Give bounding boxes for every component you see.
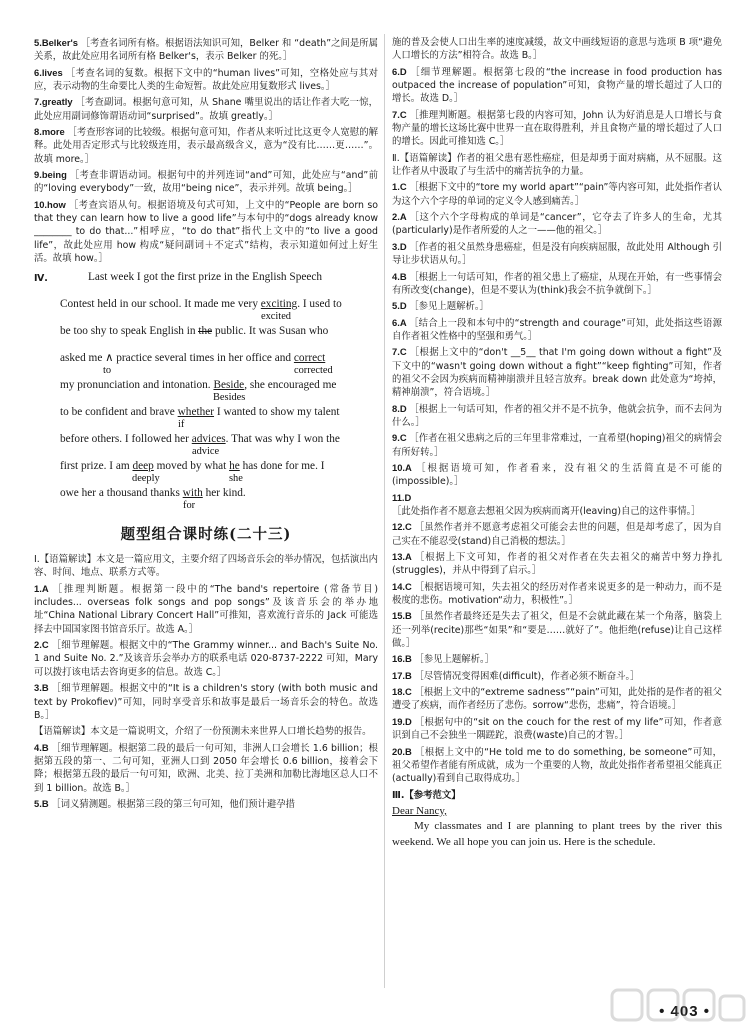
item-explanation: 施的普及会使人口出生率的速度减缓，故文中画线短语的意思与选项 B 项“避免人口增长的方法”相符合。故选 B。］ <box>392 37 722 62</box>
item-answer: C <box>399 432 410 444</box>
item-explanation: Ⅰ.【语篇解读】本文是一篇应用文，主要介绍了四场音乐会的举办情况，包括演出内容、时间、地点、联系方式等。 <box>34 554 378 579</box>
item-number: 7. <box>392 108 400 120</box>
item-number: 2. <box>34 639 42 651</box>
item-answer: C <box>399 346 410 358</box>
correction-word: corrected <box>294 364 333 376</box>
answer-item <box>392 461 722 489</box>
page-number-value: 403 <box>670 1002 699 1020</box>
answer-item <box>34 66 378 94</box>
item-number: 6. <box>34 66 42 78</box>
item-explanation: ［结合上一段和本句中的“strength and courage”可知，此处指这些语源自作者祖父性格中的坚强和勇气。］ <box>392 317 722 342</box>
item-answer: D <box>399 65 411 77</box>
letter-greeting: Dear Nancy, <box>392 804 447 817</box>
answer-item <box>392 491 722 519</box>
answer-item <box>392 652 722 666</box>
essay-line <box>60 351 378 378</box>
item-number: 15. <box>392 610 406 622</box>
answer-item <box>34 125 378 166</box>
answer-item <box>392 402 722 430</box>
item-number: 1. <box>392 181 400 193</box>
essay-line-text: first prize. I am deep moved by what he has done for me. I <box>60 459 325 472</box>
item-number: 13. <box>392 551 406 563</box>
item-explanation: ［根据语境可知，作者看来，没有祖父的生活简直是不可能的(impossible)。］ <box>392 462 722 488</box>
left-answer-list-2 <box>34 553 378 811</box>
answer-item <box>392 745 722 786</box>
item-number: 8. <box>392 402 400 414</box>
right-answer-list <box>392 36 722 786</box>
item-number: 2. <box>392 211 400 223</box>
item-explanation: ［根据上文中的“don't __5__ that I'm going down without a fight”及下文中的“wasn't going down without a fight”“keep fighting”可知，作者的祖父不会因为疾病而精神崩溃并且轻言放弃。break down 此处意为“垮掉，精神崩溃”，符合语境。］ <box>392 347 722 399</box>
item-answer: B <box>405 610 415 622</box>
answer-item <box>392 316 722 344</box>
item-number: 7. <box>392 346 400 358</box>
item-answer: A <box>405 461 417 473</box>
item-number: 9. <box>34 169 42 181</box>
item-number: 16. <box>392 653 406 665</box>
error-correction-essay <box>60 270 378 513</box>
item-number: 3. <box>392 240 400 252</box>
section-intro <box>34 553 378 580</box>
item-answer: how <box>47 198 69 210</box>
item-answer: D <box>405 715 415 727</box>
item-number: 3. <box>34 682 42 694</box>
answer-item <box>34 95 378 123</box>
item-explanation: 【语篇解读】本文是一篇说明文，介绍了一份预测未来世界人口增长趋势的报告。 <box>34 726 372 738</box>
answer-item <box>392 240 722 268</box>
correction-word: for <box>183 499 196 511</box>
item-answer: D <box>399 402 410 414</box>
answer-item <box>392 299 722 313</box>
answer-item <box>392 345 722 399</box>
exercise-title: 题型组合课时练(二十三) <box>120 525 292 543</box>
answer-item <box>34 681 378 722</box>
correction-word: advice <box>192 445 220 457</box>
essay-line <box>60 324 378 351</box>
answer-item <box>392 108 722 149</box>
item-explanation: Ⅱ.【语篇解读】作者的祖父患有恶性癌症，但是却勇于面对病痛，从不屈服。这让作者从中汲取了与生活中的痛苦抗争的力量。 <box>392 152 722 178</box>
item-explanation: ［考查名词所有格。根据语法知识可知，Belker 和 “death”之间是所属关系，故此处应用名词所有格 Belker's，表示 Belker 的死。］ <box>34 38 378 63</box>
item-explanation: ［根据上一句话可知，作者的祖父并不是不抗争，他就会抗争，而不去问为什么。］ <box>392 403 722 428</box>
item-number: 4. <box>34 741 42 753</box>
item-answer: B <box>399 270 410 282</box>
item-number: 17. <box>392 669 406 681</box>
correction-word: she <box>229 472 243 484</box>
section-three-label: Ⅲ.【参考范文】 <box>392 789 461 801</box>
correction-word: deeply <box>132 472 160 484</box>
item-answer: C <box>405 521 415 533</box>
item-explanation: ［根据语境可知，失去祖父的经历对作者来说更多的是一种动力，而不是极度的悲伤。motivation“动力，积极性”。］ <box>392 581 722 607</box>
item-explanation: ［考查形容词的比较级。根据句意可知，作者从来听过比这更令人宽慰的解释。此处用否定形式与比较级连用，表示最高级含义，意为“没有比……更……”。故填 more。］ <box>34 127 378 165</box>
item-explanation: ［根据上下文可知，作者的祖父对作者在失去祖父的痛苦中努力挣扎(struggles)，并从中得到了启示。］ <box>392 552 722 577</box>
item-number: 5. <box>34 797 42 809</box>
essay-line-text: owe her a thousand thanks with her kind. <box>60 486 246 499</box>
item-answer: being <box>41 169 70 181</box>
item-answer: B <box>41 797 52 809</box>
item-answer: lives <box>41 66 66 78</box>
item-number: 5. <box>34 37 42 48</box>
item-explanation: ［考查名词的复数。根据下文中的“human lives”可知，空格处应与其对应，表示动物的生命要比人类的生命短暂。故此处应用复数形式 lives。］ <box>34 67 378 93</box>
answer-item <box>392 669 722 683</box>
item-answer: B <box>405 669 415 681</box>
item-answer: A <box>399 211 410 223</box>
item-number: 12. <box>392 521 406 533</box>
item-answer: A <box>399 316 410 328</box>
item-number: 8. <box>34 126 42 138</box>
essay-line <box>60 405 378 432</box>
essay-line-text: asked me ∧ practice several times in her office and correct <box>60 351 326 364</box>
essay-line-text: my pronunciation and intonation. Beside, she encouraged me <box>60 378 337 391</box>
answer-item <box>392 685 722 713</box>
item-answer: C <box>399 181 410 193</box>
essay-line <box>60 486 378 513</box>
insertion-word: to <box>103 364 112 376</box>
essay-line <box>60 459 378 486</box>
correction-word: Besides <box>213 391 246 403</box>
item-explanation: ［考查副词。根据句意可知，从 Shane 嘴里说出的话让作者大吃一惊，此处应用副词修饰谓语动词“surprised”。故填 greatly。］ <box>34 97 378 122</box>
item-number: 19. <box>392 715 406 727</box>
item-answer: C <box>405 686 415 698</box>
column-separator <box>384 34 385 988</box>
item-number: 6. <box>392 316 400 328</box>
item-explanation: ［尽管情况变得困难(difficult)，作者必须不断奋斗。］ <box>414 670 640 682</box>
item-explanation: ［细节理解题。根据文中的“It is a children's story (with both music and text by Prokofiev)”可知，同时享受音乐和故事是最后一场音乐会的特色。故选 B。］ <box>34 683 378 721</box>
essay-line-text: before others. I followed her advices. That was why I won the <box>60 432 340 445</box>
essay-line <box>60 297 378 324</box>
item-number: 10. <box>392 461 406 473</box>
item-answer: A <box>41 582 53 594</box>
item-answer: B <box>41 741 52 753</box>
answer-item <box>392 270 722 298</box>
answer-item <box>34 797 378 811</box>
item-answer: B <box>405 745 415 757</box>
answer-item <box>34 198 378 266</box>
essay-line-text: Contest held in our school. It made me very exciting. I used to <box>60 297 342 310</box>
essay-line <box>60 432 378 459</box>
item-answer: Belker's <box>41 37 81 48</box>
item-answer: B <box>405 653 415 665</box>
answer-item <box>392 550 722 578</box>
watermark-logo-icon <box>608 984 748 1026</box>
answer-item <box>392 431 722 459</box>
item-explanation: ［根据上文中的“He told me to do something, be someone”可知，祖父希望作者能有所成就，成为一个重要的人物，故此处指作者希望祖父能真正(actually)看到自己取得成功。］ <box>392 746 722 785</box>
answer-item <box>34 168 378 196</box>
item-number: 20. <box>392 745 406 757</box>
item-answer: C <box>41 639 52 651</box>
item-explanation: ［考查宾语从句。根据语境及句式可知，上文中的“People are born so that they can learn how to live a good life”与本句中的“dogs already know ________ to do that...”相呼应，“to do that”指代上文中的“to live a good life”，故此处应用 how 构成“疑问副词＋不定式”结构，表示知道如何过上好生活。故填 how。］ <box>34 199 378 265</box>
essay-line-text: Last week I got the first prize in the English Speech <box>88 270 323 283</box>
essay-line <box>60 378 378 405</box>
item-explanation: ［词义猜测题。根据第三段的第三句可知，他们预计避孕措 <box>51 798 295 810</box>
answer-item <box>392 65 722 106</box>
item-number: 11. <box>392 491 405 503</box>
correction-word: if <box>178 418 185 430</box>
answer-item <box>34 638 378 679</box>
answer-item <box>392 210 722 238</box>
essay-line-text: be too shy to speak English in the public. It was Susan who <box>60 324 329 337</box>
item-explanation: ［参见上题解析。］ <box>414 654 495 666</box>
answer-item <box>392 715 722 743</box>
item-answer: greatly <box>41 96 76 108</box>
answer-item <box>34 741 378 795</box>
answer-item <box>34 36 378 64</box>
item-answer: D <box>404 491 412 503</box>
item-explanation: ［作者在祖父患病之后的三年里非常难过，一直希望(hoping)祖父的病情会有所好转。］ <box>392 433 722 458</box>
left-answer-list <box>34 36 378 266</box>
item-answer: C <box>399 108 410 120</box>
answer-item <box>34 582 378 636</box>
item-number: 10. <box>34 198 48 210</box>
essay-line-text: to be confident and brave whether I wanted to show my talent <box>60 405 340 418</box>
item-number: 5. <box>392 300 400 312</box>
item-explanation: ［此处指作者不愿意去想祖父因为疾病而离开(leaving)自己的这件事情。］ <box>392 506 701 517</box>
item-explanation: ［推理判断题。根据第七段的内容可知，John 认为好消息是人口增长与食物产量的增长这场比赛中世界一直在取得胜利，并且食物产量的增长超过了人口的增长。因此可推知选 C。］ <box>392 109 722 148</box>
item-number: 7. <box>34 96 42 108</box>
item-answer: B <box>41 682 52 694</box>
section-intro <box>34 725 378 738</box>
answer-item <box>392 580 722 608</box>
item-number: 6. <box>392 65 400 77</box>
item-number: 1. <box>34 582 42 594</box>
item-explanation: ［这个六个字母构成的单词是“cancer”，它夺去了许多人的生命，尤其(particularly)是作者所爱的人之一——他的祖父。］ <box>392 212 722 237</box>
item-explanation: ［虽然作者最终还是失去了祖父，但是不会就此藏在某一个角落，脑袋上还一列举(recite)那些“如果”和“要是……就好了”。他拒绝(refuse)让自己这样做。］ <box>392 611 722 650</box>
item-explanation: ［根据句中的“sit on the couch for the rest of my life”可知，作者意识到自己不会独坐一隅蹉跎，浪费(waste)自己的才智。］ <box>392 716 722 742</box>
item-number: 9. <box>392 432 400 444</box>
item-number: 4. <box>392 270 400 282</box>
item-explanation: ［细节理解题。根据文中的“The Grammy winner... and Bach's Suite No. 1 and Suite No. 2.”及该音乐会举办方的联系电话 020-8737-2222 可知，Mary 可以拨打该电话去咨询更多的信息。故选 C。］ <box>34 640 378 678</box>
item-number: 14. <box>392 580 406 592</box>
item-answer: C <box>405 580 415 592</box>
item-answer: D <box>399 240 410 252</box>
item-explanation: ［参见上题解析。］ <box>409 301 489 313</box>
left-column <box>34 36 378 998</box>
item-explanation: ［虽然作者并不愿意考虑祖父可能会去世的问题，但是却考虑了，因为自己实在不能忍受(stand)自己消极的想法。］ <box>392 522 722 547</box>
essay-line <box>60 270 378 297</box>
right-column <box>392 36 722 998</box>
item-explanation: ［作者的祖父虽然身患癌症，但是没有向疾病屈服，故此处用 Although 引导让步状语从句。］ <box>392 241 722 267</box>
item-answer: A <box>405 551 415 563</box>
item-explanation: ［根据上文中的“extreme sadness”“pain”可知，此处指的是作者的祖父遭受了疾病，而作者经历了悲伤。sorrow“悲伤，悲痛”，符合语境。］ <box>392 687 722 712</box>
item-number: 18. <box>392 686 406 698</box>
answer-item <box>392 520 722 548</box>
item-explanation: ［根据下文中的“tore my world apart”“pain”等内容可知，此处指作者认为这个六个字母的单词的定义令人感到痛苦。］ <box>392 182 722 207</box>
item-explanation: ［细节理解题。根据第七段的“the increase in food production has outpaced the increase of population”可知，食物产量的增长超过了人口的增长。故选 D。］ <box>392 66 722 105</box>
answer-item <box>392 36 722 63</box>
item-answer: D <box>399 300 410 312</box>
sample-letter <box>392 804 722 850</box>
item-explanation: ［推理判断题。根据第一段中的“The band's repertoire (常备节目) includes... overseas folk songs and pop songs”及该音乐会的举办地址“China National Library Concert Hall”可推知，喜欢流行音乐的 Jack 可能选择去中国国家图书馆音乐厅。故选 A。］ <box>34 583 378 635</box>
letter-body: My classmates and I are planning to plant trees by the river this weekend. We all hope you can join us. Here is the schedule. <box>392 820 722 848</box>
item-explanation: ［根据上一句话可知，作者的祖父患上了癌症，从现在开始，有一些事情会有所改变(change)，但是不要认为(think)我会不抗争就倒下。］ <box>392 271 722 296</box>
section-four-label: Ⅳ. <box>34 272 48 284</box>
item-answer: more <box>41 126 68 138</box>
item-explanation: ［细节理解题。根据第二段的最后一句可知，非洲人口会增长 1.6 billion；根据第五段的第一、二句可知，亚洲人口到 2050 年会增长 0.6 billion，接着会下降；根据第五段的最后一句可知，欧洲、北美、拉丁美洲和加勒比海地区总人口不到 1 billion。故选 B。］ <box>34 742 378 794</box>
answer-item <box>392 609 722 650</box>
item-explanation: ［考查非谓语动词。根据句中的并列连词“and”可知，此处应与“and”前的“loving everybody”一致，故用“being nice”，表示并列。故填 being。］ <box>34 170 378 195</box>
section-intro <box>392 152 722 179</box>
page-number: • 403 • <box>659 1002 710 1020</box>
correction-word: excited <box>261 310 291 322</box>
answer-item <box>392 180 722 208</box>
